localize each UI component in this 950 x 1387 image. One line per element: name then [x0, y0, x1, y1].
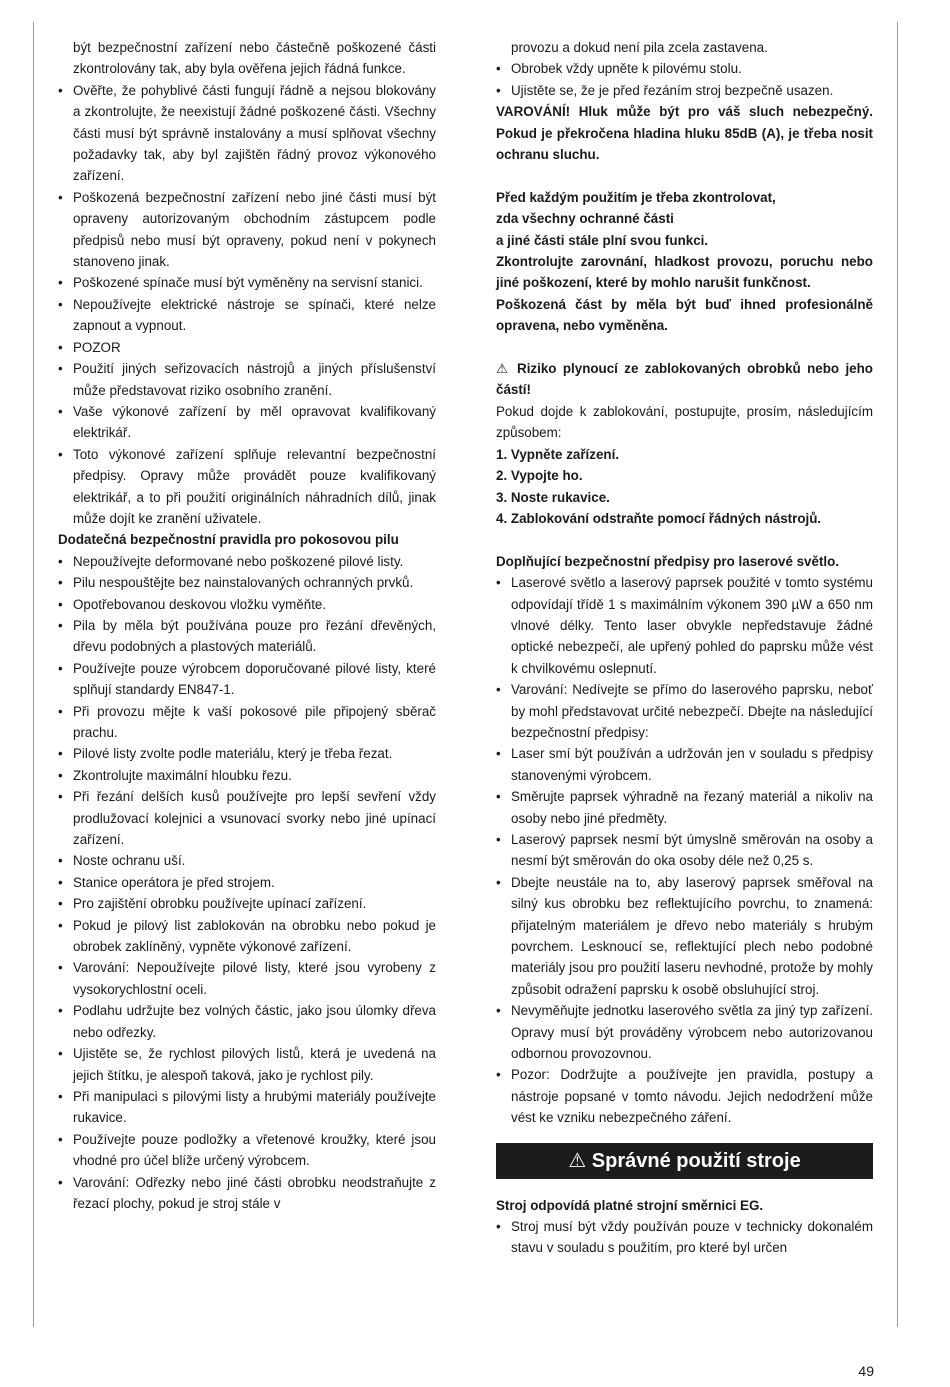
- list-item: • POZOR: [58, 337, 436, 358]
- usage-list: [496, 1216, 873, 1259]
- list-item: • Vaše výkonové zařízení by měl opravovat kvalifikovaný elektrikář.: [58, 401, 436, 444]
- noise-warning: VAROVÁNÍ! Hluk může být pro váš sluch nebezpečný. Pokud je překročena hladina hluku 85dB (A), je třeba nosit ochranu sluchu.: [496, 104, 873, 163]
- list-item: • Podlahu udržujte bez volných částic, jako jsou úlomky dřeva nebo odřezky.: [58, 1000, 436, 1043]
- right-column: [496, 37, 873, 1259]
- section-list: [58, 551, 436, 1215]
- left-margin-line: [33, 22, 34, 1327]
- left-column: [58, 37, 436, 1214]
- list-item: • Používejte pouze podložky a vřetenové kroužky, které jsou vhodné pro účel blíže určený výrobcem.: [58, 1129, 436, 1172]
- list-item: • Používejte pouze výrobcem doporučované pilové listy, které splňují standardy EN847-1.: [58, 658, 436, 701]
- list-item: • Při řezání delších kusů používejte pro lepší sevření vždy prodlužovací kolejnici a vsunovací svorky nebo jiné upínací zařízení.: [58, 786, 436, 850]
- list-item: • Nevyměňujte jednotku laserového světla za jiný typ zařízení. Opravy musí být prováděny výrobcem nebo autorizovanou odbornou provozovnou.: [496, 1000, 873, 1064]
- list-item: • Stanice operátora je před strojem.: [58, 872, 436, 893]
- check-paragraph: Zkontrolujte zarovnání, hladkost provozu, poruchu nebo jiné poškození, které by mohlo narušit funkčnost.: [496, 254, 873, 291]
- risk-step: 1. Vypněte zařízení.: [496, 446, 620, 462]
- list-item: • Ujistěte se, že rychlost pilových listů, která je uvedená na jejich štítku, je alespoň taková, jako je rychlost pily.: [58, 1043, 436, 1086]
- list-item: • Dbejte neustále na to, aby laserový paprsek směřoval na silný kus obrobku bez reflektujícího povrchu, to znamená: přijatelným materiálem je dřevo nebo materiály s hrubým povrchem. Lesknoucí se, reflektující plech nebo podobné materiály jsou pro použití laseru nevhodné, protože by mohly způsobit odražení paprsku k osobě obsluhující stroj.: [496, 872, 873, 1000]
- list-item: • Toto výkonové zařízení splňuje relevantní bezpečnostní předpisy. Opravy může provádět pouze kvalifikovaný elektrikář, a to při použití originálních náhradních dílů, jinak může dojít ke zranění uživatele.: [58, 444, 436, 530]
- list-item: • Pokud je pilový list zablokován na obrobku nebo pokud je obrobek zaklíněný, vypněte výkonové zařízení.: [58, 915, 436, 958]
- risk-text: Pokud dojde k zablokování, postupujte, prosím, následujícím způsobem:: [496, 403, 873, 441]
- list-item: • Použití jiných seřizovacích nástrojů a jiných příslušenství může představovat riziko osobního zranění.: [58, 358, 436, 401]
- list-item: • Varování: Nepoužívejte pilové listy, které jsou vyrobeny z vysokorychlostní oceli.: [58, 957, 436, 1000]
- list-item: • Laser smí být používán a udržován jen v souladu s předpisy stanovenými výrobcem.: [496, 743, 873, 786]
- check-line: zda všechny ochranné části: [496, 211, 674, 227]
- list-item: • Při manipulaci s pilovými listy a hrubými materiály používejte rukavice.: [58, 1086, 436, 1129]
- repair-paragraph: Poškozená část by měla být buď ihned profesionálně opravena, nebo vyměněna.: [496, 296, 873, 334]
- list-item: • Směrujte paprsek výhradně na řezaný materiál a nikoliv na osoby nebo jiné předměty.: [496, 786, 873, 829]
- laser-list: [496, 572, 873, 1129]
- list-item: • Poškozené spínače musí být vyměněny na servisní stanici.: [58, 272, 436, 293]
- list-item: • Při provozu mějte k vaší pokosové pile připojený sběrač prachu.: [58, 701, 436, 744]
- list-item: • Zkontrolujte maximální hloubku řezu.: [58, 765, 436, 786]
- top-list: [496, 37, 873, 101]
- risk-heading: ⚠ Riziko plynoucí ze zablokovaných obrobků nebo jeho částí!: [496, 361, 873, 398]
- list-item: • Stroj musí být vždy používán pouze v technicky dokonalém stavu v souladu s použitím, pro které byl určen: [496, 1216, 873, 1259]
- list-item: • Ujistěte se, že je před řezáním stroj bezpečně usazen.: [496, 80, 873, 101]
- list-item: • Obrobek vždy upněte k pilovému stolu.: [496, 58, 873, 79]
- check-line: Před každým použitím je třeba zkontrolovat,: [496, 189, 776, 205]
- usage-subheading: Stroj odpovídá platné strojní směrnici EG.: [496, 1197, 764, 1213]
- list-item: • Pilové listy zvolte podle materiálu, který je třeba řezat.: [58, 743, 436, 764]
- list-item: • Varování: Odřezky nebo jiné části obrobku neodstraňujte z řezací plochy, pokud je stroj stále v: [58, 1172, 436, 1215]
- list-item: • Varování: Nedívejte se přímo do laserového paprsku, neboť by mohl představovat určité nebezpečí. Dbejte na následující bezpečnostní předpisy:: [496, 679, 873, 743]
- list-item: • Laserové světlo a laserový paprsek použité v tomto systému odpovídají třídě 1 s maximálním výkonem 390 µW a 650 nm vlnové délky. Tento laser obvykle nepředstavuje žádné optické nebezpečí, ale upřený pohled do paprsku může vést k chvilkovému oslepnutí.: [496, 572, 873, 679]
- list-item: • Pozor: Dodržujte a používejte jen pravidla, postupy a nástroje popsané v tomto návodu. Jejich nedodržení může vést ke vzniku nebezpečného záření.: [496, 1064, 873, 1128]
- list-item: • Pro zajištění obrobku používejte upínací zařízení.: [58, 893, 436, 914]
- list-item: • Laserový paprsek nesmí být úmyslně směrován na osoby a nesmí být směrován do oka osoby déle než 0,25 s.: [496, 829, 873, 872]
- list-item: • Opotřebovanou deskovou vložku vyměňte.: [58, 594, 436, 615]
- risk-step: 3. Noste rukavice.: [496, 489, 610, 505]
- laser-heading: Doplňující bezpečnostní předpisy pro laserové světlo.: [496, 553, 840, 569]
- usage-heading-box: ⚠ Správné použití stroje: [496, 1143, 873, 1179]
- page-number: 49: [858, 1363, 874, 1379]
- list-item: • Noste ochranu uší.: [58, 850, 436, 871]
- risk-step: 4. Zablokování odstraňte pomocí řádných nástrojů.: [496, 510, 822, 526]
- list-item: • Pila by měla být používána pouze pro řezání dřevěných, dřevu podobných a plastových materiálů.: [58, 615, 436, 658]
- risk-step: 2. Vypojte ho.: [496, 468, 583, 484]
- list-item: • Nepoužívejte elektrické nástroje se spínači, které nelze zapnout a vypnout.: [58, 294, 436, 337]
- list-item: provozu a dokud není pila zcela zastavena.: [511, 40, 768, 55]
- list-item: • Nepoužívejte deformované nebo poškozené pilové listy.: [58, 551, 436, 572]
- list-item: být bezpečnostní zařízení nebo částečně poškozené části zkontrolovány tak, aby byla ověřena jejich řádná funkce.: [73, 40, 436, 77]
- right-margin-line: [897, 22, 898, 1327]
- list-item: • Poškozená bezpečnostní zařízení nebo jiné části musí být opraveny autorizovaným obchodním zástupcem podle předpisů nebo musí být opraveny, pokud není v pokynech stanoveno jinak.: [58, 187, 436, 273]
- intro-list: [58, 37, 436, 529]
- list-item: • Pilu nespouštějte bez nainstalovaných ochranných prvků.: [58, 572, 436, 593]
- section-heading: Dodatečná bezpečnostní pravidla pro pokosovou pilu: [58, 532, 399, 548]
- list-item: • Ověřte, že pohyblivé části fungují řádně a nejsou blokovány a zkontrolujte, že neexistují žádné poškozené části. Všechny části musí být správně instalovány a musí splňovat všechny požadavky tak, aby byl zajištěn řádný provoz výkonového zařízení.: [58, 80, 436, 187]
- check-line: a jiné části stále plní svou funkci.: [496, 232, 709, 248]
